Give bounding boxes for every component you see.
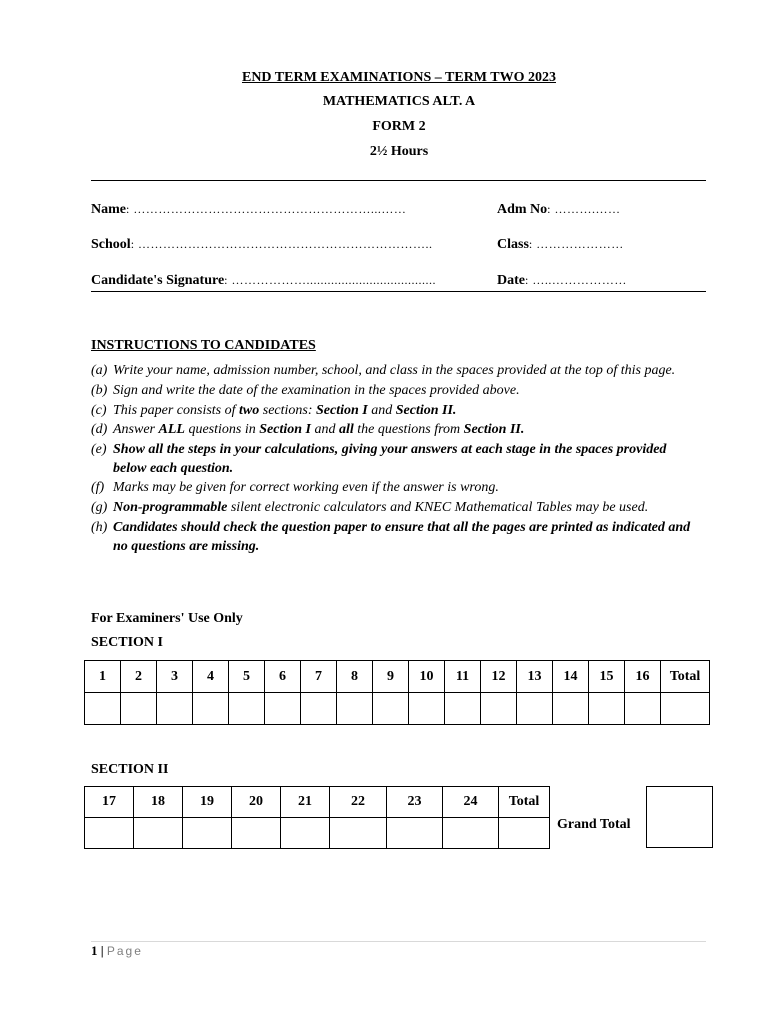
section-1-score-row — [85, 693, 710, 725]
school-label: School — [91, 237, 131, 252]
question-number-cell: 13 — [517, 661, 553, 693]
instruction-text: Marks may be given for correct working even if the answer is wrong. — [113, 480, 499, 496]
section-1-label: SECTION I — [91, 635, 163, 650]
instruction-item — [91, 402, 701, 421]
score-cell[interactable] — [373, 693, 409, 725]
instruction-item — [91, 382, 701, 401]
instruction-label: (f) — [91, 480, 105, 496]
grand-total-label: Grand Total — [557, 817, 631, 832]
adm-no-label: Adm No — [497, 202, 548, 217]
signature-field[interactable] — [91, 273, 436, 289]
instruction-item — [91, 479, 701, 498]
exam-title: END TERM EXAMINATIONS – TERM TWO 2023 — [241, 70, 556, 85]
adm-no-field[interactable] — [497, 202, 621, 218]
instructions-list — [91, 362, 701, 557]
instruction-label: (c) — [91, 402, 107, 418]
question-number-cell: 2 — [121, 661, 157, 693]
score-cell[interactable] — [553, 693, 589, 725]
instruction-text: Write your name, admission number, school, and class in the spaces provided at the top of this page. — [113, 363, 676, 378]
question-number-cell: 9 — [373, 661, 409, 693]
subject-title: MATHEMATICS ALT. A — [322, 94, 476, 109]
school-field[interactable] — [91, 237, 433, 253]
instruction-label: (h) — [91, 520, 108, 536]
total-score-cell[interactable] — [661, 693, 710, 725]
school-dots: : …………………………………………………………….. — [130, 237, 433, 251]
score-cell[interactable] — [445, 693, 481, 725]
score-cell[interactable] — [409, 693, 445, 725]
question-number-cell: 22 — [330, 787, 387, 818]
score-cell[interactable] — [517, 693, 553, 725]
section-2-score-row — [85, 818, 550, 849]
score-cell[interactable] — [121, 693, 157, 725]
instructions-title: INSTRUCTIONS TO CANDIDATES — [91, 338, 316, 353]
question-number-cell: 8 — [337, 661, 373, 693]
question-number-cell: 6 — [265, 661, 301, 693]
signature-label: Candidate's Signature — [91, 273, 225, 288]
question-number-cell: 17 — [85, 787, 134, 818]
date-field[interactable] — [497, 273, 627, 289]
section-2-label: SECTION II — [91, 762, 169, 777]
score-cell[interactable] — [229, 693, 265, 725]
question-number-cell: 21 — [281, 787, 330, 818]
score-cell[interactable] — [193, 693, 229, 725]
question-number-cell: 16 — [625, 661, 661, 693]
top-divider — [91, 180, 706, 181]
instruction-item — [91, 421, 701, 440]
signature-dots: : ………………..................................... — [224, 273, 437, 287]
question-number-cell: 3 — [157, 661, 193, 693]
section-1-marks-table — [84, 660, 710, 725]
score-cell[interactable] — [157, 693, 193, 725]
score-cell[interactable] — [387, 818, 443, 849]
question-number-cell: 15 — [589, 661, 625, 693]
score-cell[interactable] — [625, 693, 661, 725]
instruction-text: Non-programmable silent electronic calculators and KNEC Mathematical Tables may be used. — [113, 500, 649, 516]
footer-divider — [91, 941, 706, 942]
class-label: Class — [497, 237, 529, 252]
score-cell[interactable] — [301, 693, 337, 725]
instruction-label: (d) — [91, 422, 108, 438]
score-cell[interactable] — [481, 693, 517, 725]
score-cell[interactable] — [589, 693, 625, 725]
section-1-header-row — [85, 661, 710, 693]
instruction-label: (a) — [91, 363, 108, 378]
question-number-cell: 19 — [183, 787, 232, 818]
score-cell[interactable] — [232, 818, 281, 849]
instruction-text: Candidates should check the question paper to ensure that all the pages are printed as indicated and no questions are missing. — [113, 520, 691, 554]
page-number: 1 — [91, 943, 98, 958]
class-dots: : ………………… — [528, 237, 624, 251]
question-number-cell: 14 — [553, 661, 589, 693]
question-number-cell: 4 — [193, 661, 229, 693]
adm-no-dots: : ……….…… — [547, 202, 621, 216]
question-number-cell: 5 — [229, 661, 265, 693]
question-number-cell: 24 — [443, 787, 499, 818]
question-number-cell: 1 — [85, 661, 121, 693]
instruction-item — [91, 362, 701, 381]
grand-total-box[interactable] — [646, 786, 713, 848]
question-number-cell: 10 — [409, 661, 445, 693]
date-dots: : …..……………… — [525, 273, 627, 287]
instruction-label: (g) — [91, 500, 108, 516]
score-cell[interactable] — [85, 693, 121, 725]
page-footer — [91, 943, 143, 959]
score-cell[interactable] — [337, 693, 373, 725]
section-2-marks-table — [84, 786, 550, 849]
instruction-item — [91, 519, 701, 556]
page-word: Page — [106, 944, 143, 958]
score-cell[interactable] — [330, 818, 387, 849]
instruction-text: Sign and write the date of the examination in the spaces provided above. — [113, 382, 520, 398]
total-header-cell: Total — [661, 661, 710, 693]
score-cell[interactable] — [85, 818, 134, 849]
score-cell[interactable] — [134, 818, 183, 849]
fields-divider — [91, 291, 706, 292]
instruction-item — [91, 499, 701, 518]
name-field[interactable] — [91, 202, 406, 218]
total-score-cell[interactable] — [499, 818, 550, 849]
question-number-cell: 7 — [301, 661, 337, 693]
name-label: Name — [91, 202, 126, 217]
instruction-item — [91, 441, 701, 478]
score-cell[interactable] — [183, 818, 232, 849]
name-dots: : …………………………………………………...…… — [126, 202, 407, 216]
instruction-text: Show all the steps in your calculations, giving your answers at each stage in the spaces provided below each question. — [113, 442, 667, 476]
instruction-text: Answer ALL questions in Section I and all the questions from Section II. — [113, 422, 525, 438]
question-number-cell: 20 — [232, 787, 281, 818]
score-cell[interactable] — [281, 818, 330, 849]
form-title: FORM 2 — [372, 119, 426, 134]
score-cell[interactable] — [443, 818, 499, 849]
class-field[interactable] — [497, 237, 624, 253]
question-number-cell: 11 — [445, 661, 481, 693]
question-number-cell: 18 — [134, 787, 183, 818]
section-2-header-row — [85, 787, 550, 818]
instruction-text: This paper consists of two sections: Section I and Section II. — [113, 402, 457, 418]
question-number-cell: 23 — [387, 787, 443, 818]
instruction-label: (e) — [91, 442, 107, 458]
date-label: Date — [497, 273, 525, 288]
total-header-cell: Total — [499, 787, 550, 818]
page-separator: | — [97, 943, 107, 958]
question-number-cell: 12 — [481, 661, 517, 693]
instruction-label: (b) — [91, 382, 108, 398]
score-cell[interactable] — [265, 693, 301, 725]
examiners-title: For Examiners' Use Only — [91, 611, 243, 626]
duration: 2½ Hours — [369, 144, 429, 159]
